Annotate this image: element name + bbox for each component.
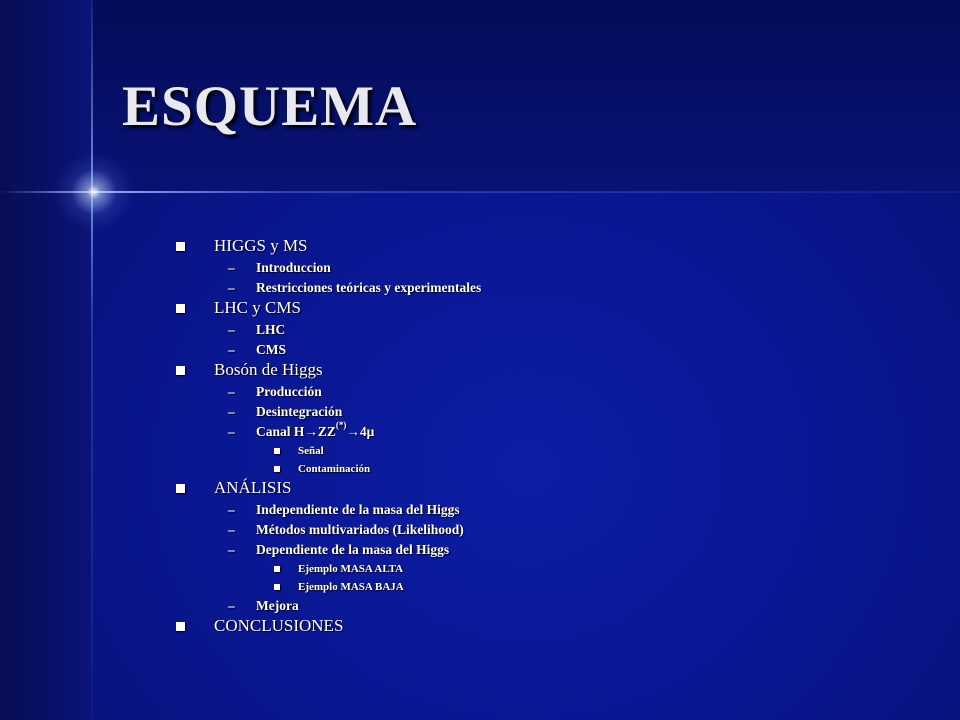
outline-item-text: Contaminación [298, 463, 371, 475]
outline-item-text: CONCLUSIONES [214, 616, 344, 635]
outline-item-text: Ejemplo MASA ALTA [298, 563, 404, 575]
outline-section [176, 298, 896, 318]
outline-item-text: Desintegración [256, 404, 343, 419]
outline-item-text: ANÁLISIS [214, 478, 292, 497]
outline-item-text: LHC [256, 322, 286, 337]
vertical-light-line [91, 0, 93, 720]
outline-section [176, 360, 896, 380]
square-bullet-icon [176, 242, 185, 251]
outline-subsubitem [176, 560, 896, 578]
left-band [0, 0, 92, 720]
square-bullet-icon [176, 484, 185, 493]
square-bullet-icon [176, 622, 185, 631]
outline-item-superscript: (*) [335, 420, 347, 430]
outline-list [176, 236, 896, 638]
dash-bullet-icon: – [228, 404, 235, 419]
outline-subsubitem [176, 460, 896, 478]
square-bullet-icon [274, 448, 280, 454]
outline-subsubitem [176, 578, 896, 596]
outline-item-text: HIGGS y MS [214, 236, 308, 255]
outline-item-text: Señal [298, 445, 324, 457]
dash-bullet-icon: – [228, 598, 235, 613]
outline-section [176, 236, 896, 256]
outline-subitem [176, 422, 896, 442]
outline-item-text: CMS [256, 342, 286, 357]
outline-item-text: LHC y CMS [214, 298, 301, 317]
outline-subitem [176, 382, 896, 402]
outline-item-text: Introduccion [256, 260, 331, 275]
dash-bullet-icon: – [228, 342, 235, 357]
outline-item-text: Dependiente de la masa del Higgs [256, 542, 450, 557]
outline-item-text: Métodos multivariados (Likelihood) [256, 522, 464, 537]
outline-item-text: Restricciones teóricas y experimentales [256, 280, 482, 295]
dash-bullet-icon: – [228, 322, 235, 337]
outline-subitem [176, 258, 896, 278]
outline-subitem [176, 596, 896, 616]
slide-title: ESQUEMA [122, 75, 418, 138]
outline-subsubitem [176, 442, 896, 460]
outline-subitem [176, 540, 896, 560]
square-bullet-icon [176, 304, 185, 313]
horizontal-light-line [0, 191, 960, 193]
outline-section [176, 478, 896, 498]
outline-subitem [176, 320, 896, 340]
outline-subitem [176, 340, 896, 360]
square-bullet-icon [176, 366, 185, 375]
outline-subitem [176, 500, 896, 520]
square-bullet-icon [274, 566, 280, 572]
outline-item-text: Mejora [256, 598, 299, 613]
dash-bullet-icon: – [228, 384, 235, 399]
outline-item-text: Canal H→ZZ [256, 424, 336, 439]
outline-subitem [176, 520, 896, 540]
outline-section [176, 616, 896, 636]
square-bullet-icon [274, 466, 280, 472]
outline-subitem [176, 402, 896, 422]
dash-bullet-icon: – [228, 260, 235, 275]
dash-bullet-icon: – [228, 424, 235, 439]
dash-bullet-icon: – [228, 502, 235, 517]
outline-item-text: Ejemplo MASA BAJA [298, 581, 404, 593]
dash-bullet-icon: – [228, 522, 235, 537]
outline-item-text: Producción [256, 384, 322, 399]
square-bullet-icon [274, 584, 280, 590]
outline-item-text: Bosón de Higgs [214, 360, 323, 379]
outline-subitem [176, 278, 896, 298]
dash-bullet-icon: – [228, 280, 235, 295]
outline-item-text-tail: →4μ [346, 424, 375, 439]
outline-item-text: Independiente de la masa del Higgs [256, 502, 460, 517]
dash-bullet-icon: – [228, 542, 235, 557]
